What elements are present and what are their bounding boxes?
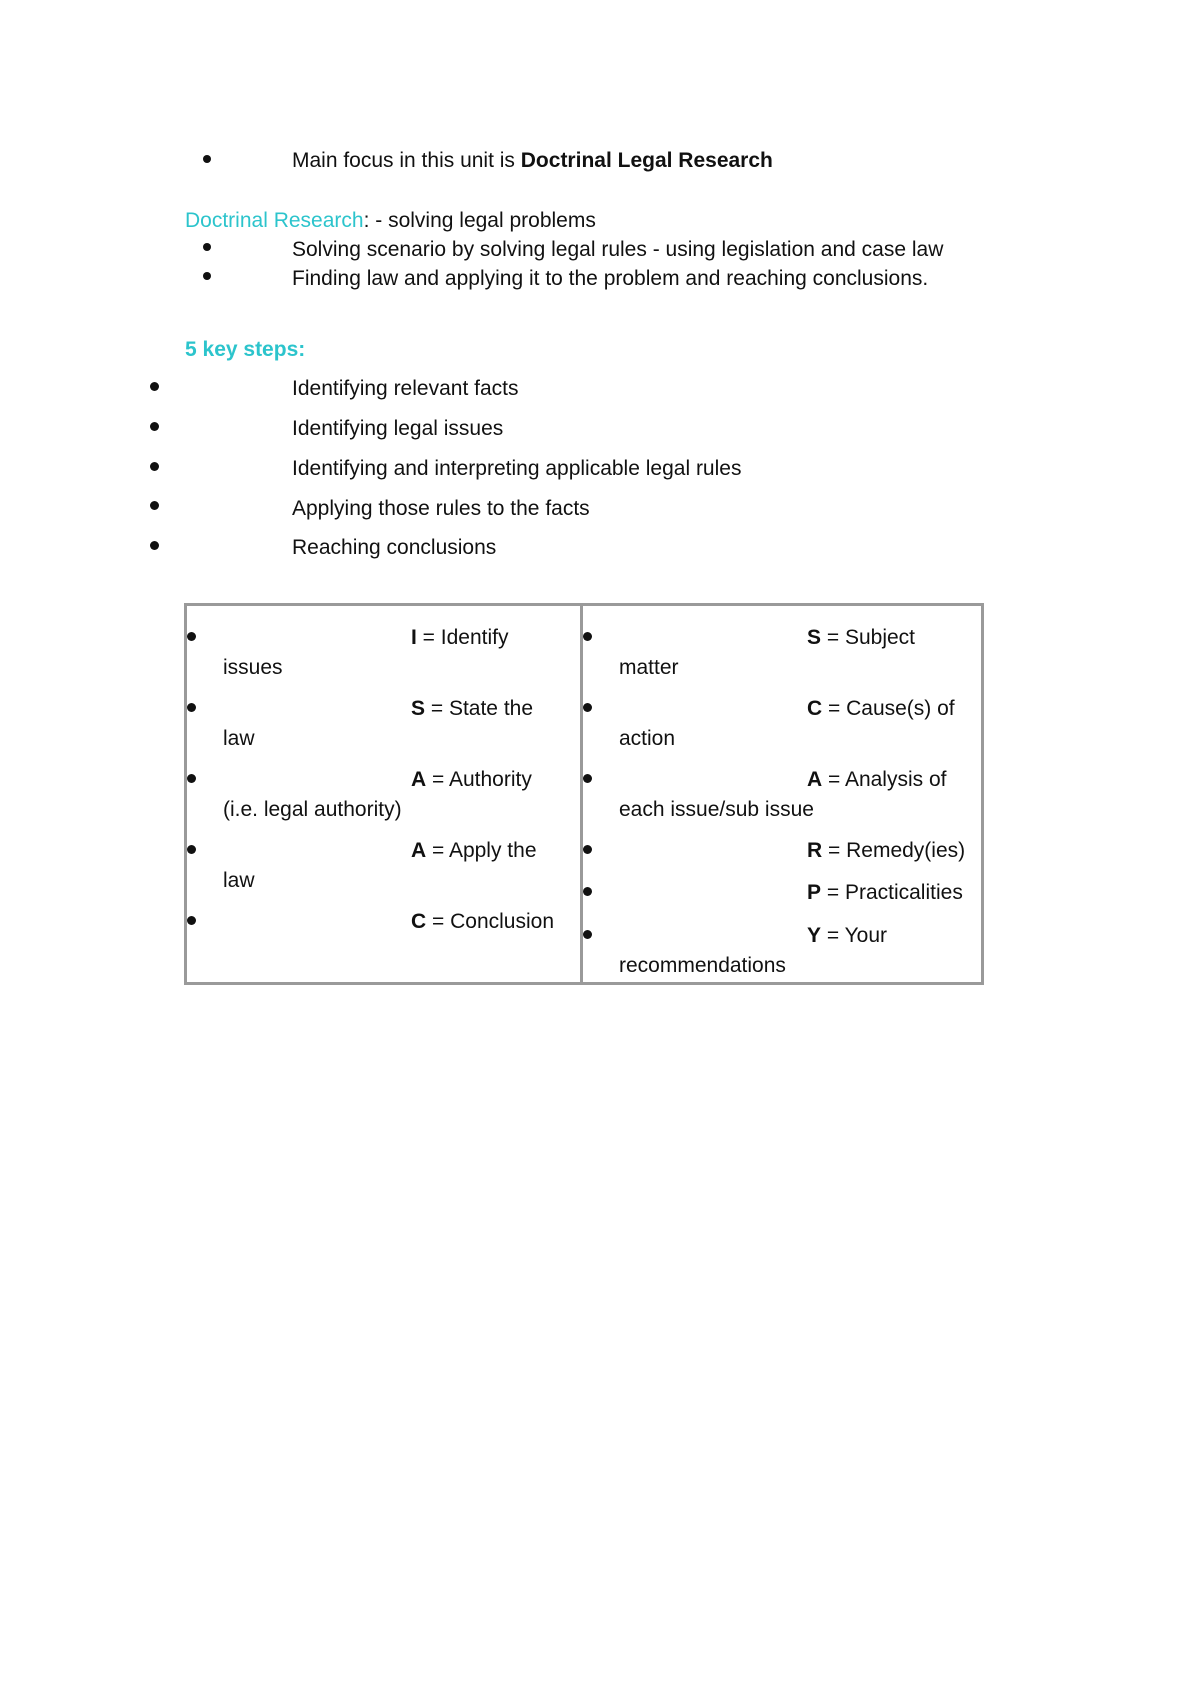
- entry-continuation: each issue/sub issue: [619, 798, 814, 821]
- entry-letter: C: [411, 910, 427, 933]
- bullet-icon: [150, 382, 159, 391]
- bullet-icon: [203, 155, 211, 163]
- key-step-item: Identifying relevant facts: [292, 377, 519, 400]
- table-cell-scarpy: [583, 606, 981, 982]
- key-step-item: Reaching conclusions: [292, 536, 497, 559]
- entry-text: = Identify: [416, 626, 509, 649]
- bullet-icon: [187, 703, 196, 712]
- entry-letter: A: [411, 839, 427, 862]
- bullet-icon: [187, 916, 196, 925]
- entry-first-line: [807, 881, 963, 905]
- entry-text: = Subject: [821, 626, 915, 649]
- main-focus-bold: Doctrinal Legal Research: [520, 149, 773, 172]
- entry-letter: C: [807, 697, 823, 720]
- bullet-icon: [583, 632, 592, 641]
- entry-text: = State the: [425, 697, 534, 720]
- entry-continuation: (i.e. legal authority): [223, 798, 402, 821]
- key-step-item: Applying those rules to the facts: [292, 497, 590, 520]
- entry-letter: P: [807, 881, 822, 904]
- entry-text: = Analysis of: [822, 768, 947, 791]
- entry-continuation: issues: [223, 656, 283, 679]
- entry-first-line: [807, 839, 965, 863]
- entry-letter: S: [807, 626, 822, 649]
- bullet-icon: [150, 462, 159, 471]
- bullet-icon: [187, 774, 196, 783]
- entry-continuation: law: [223, 727, 255, 750]
- entry-first-line: [411, 626, 508, 650]
- key-steps-heading: 5 key steps:: [185, 338, 306, 361]
- entry-text: = Apply the: [426, 839, 537, 862]
- main-focus-line: [292, 149, 773, 173]
- entry-first-line: [411, 768, 532, 792]
- key-step-item: Identifying and interpreting applicable legal rules: [292, 457, 742, 480]
- entry-first-line: [411, 839, 537, 863]
- entry-letter: R: [807, 839, 823, 862]
- bullet-icon: [583, 774, 592, 783]
- main-focus-prefix: Main focus in this unit is: [292, 149, 521, 172]
- key-step-item: Identifying legal issues: [292, 417, 504, 440]
- bullet-icon: [150, 501, 159, 510]
- entry-text: = Practicalities: [821, 881, 963, 904]
- entry-letter: A: [411, 768, 427, 791]
- bullet-icon: [583, 845, 592, 854]
- bullet-icon: [187, 632, 196, 641]
- entry-first-line: [411, 910, 554, 934]
- entry-text: = Cause(s) of: [822, 697, 955, 720]
- entry-first-line: [411, 697, 533, 721]
- doctrinal-heading-rest: : - solving legal problems: [363, 209, 596, 232]
- entry-continuation: recommendations: [619, 954, 786, 977]
- entry-continuation: law: [223, 869, 255, 892]
- issac-scarpy-table: [184, 603, 984, 985]
- entry-first-line: [807, 768, 947, 792]
- bullet-icon: [150, 422, 159, 431]
- bullet-icon: [583, 703, 592, 712]
- doctrinal-item: Finding law and applying it to the problem and reaching conclusions.: [292, 267, 929, 290]
- entry-letter: S: [411, 697, 426, 720]
- doctrinal-heading: Doctrinal Research: [185, 209, 364, 232]
- bullet-icon: [203, 272, 211, 280]
- bullet-icon: [150, 541, 159, 550]
- entry-first-line: [807, 924, 887, 948]
- entry-continuation: matter: [619, 656, 679, 679]
- bullet-icon: [187, 845, 196, 854]
- entry-first-line: [807, 697, 955, 721]
- entry-text: = Authority: [426, 768, 532, 791]
- entry-text: = Remedy(ies): [822, 839, 966, 862]
- doctrinal-item: Solving scenario by solving legal rules - using legislation and case law: [292, 238, 944, 261]
- entry-text: = Conclusion: [426, 910, 554, 933]
- bullet-icon: [583, 887, 592, 896]
- entry-continuation: action: [619, 727, 676, 750]
- entry-letter: A: [807, 768, 823, 791]
- table-cell-issac: [187, 606, 580, 982]
- bullet-icon: [583, 930, 592, 939]
- bullet-icon: [203, 243, 211, 251]
- entry-letter: Y: [807, 924, 822, 947]
- entry-letter: I: [411, 626, 417, 649]
- doctrinal-heading-line: [185, 209, 596, 233]
- entry-text: = Your: [821, 924, 887, 947]
- entry-first-line: [807, 626, 915, 650]
